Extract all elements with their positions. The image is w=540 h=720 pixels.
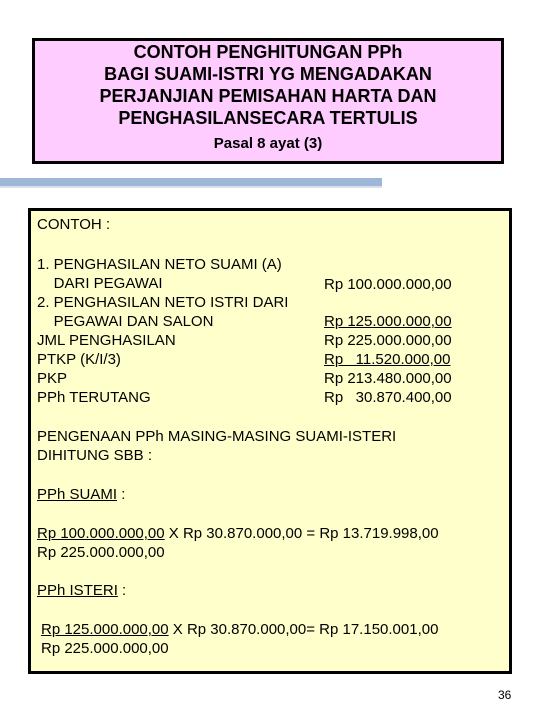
item-1-amount: Rp 100.000.000,00 — [324, 276, 452, 293]
summary-amount-pkp: Rp 213.480.000,00 — [324, 370, 452, 387]
suami-formula-row — [37, 524, 439, 543]
item-1-label-line-1: 1. PENGHASILAN NETO SUAMI (A) — [37, 256, 282, 273]
suami-heading-row — [37, 485, 125, 504]
item-2-label-line-1: 2. PENGHASILAN NETO ISTRI DARI — [37, 294, 289, 311]
isteri-numerator: Rp 125.000.000,00 — [41, 621, 169, 638]
isteri-heading-suffix: : — [117, 582, 127, 599]
summary-label-pkp: PKP — [37, 370, 68, 387]
suami-heading: PPh SUAMI — [37, 486, 118, 503]
suami-formula-rest: X Rp 30.870.000,00 = Rp 13.719.998,00 — [164, 525, 439, 542]
item-2-label-line-2: PEGAWAI DAN SALON — [37, 313, 214, 330]
summary-amount-jml: Rp 225.000.000,00 — [324, 332, 452, 349]
page-number: 36 — [498, 688, 512, 702]
isteri-formula-row — [41, 620, 438, 639]
item-2-amount: Rp 125.000.000,00 — [324, 313, 452, 330]
title-line-4: PENGHASILANSECARA TERTULIS — [118, 108, 418, 128]
title-line-1: CONTOH PENGHITUNGAN PPh — [133, 42, 403, 62]
summary-label-pph: PPh TERUTANG — [37, 389, 151, 406]
title-box — [32, 38, 504, 164]
title-line-2: BAGI SUAMI-ISTRI YG MENGADAKAN — [104, 64, 432, 84]
isteri-heading-row — [37, 581, 126, 600]
decorative-bar — [0, 178, 382, 186]
item-1-label-line-2: DARI PEGAWAI — [37, 275, 163, 292]
summary-label-jml: JML PENGHASILAN — [37, 332, 176, 349]
intro-line-2: DIHITUNG SBB : — [37, 447, 153, 464]
suami-numerator: Rp 100.000.000,00 — [37, 525, 165, 542]
summary-amount-ptkp: Rp 11.520.000,00 — [324, 351, 451, 368]
summary-label-ptkp: PTKP (K/I/3) — [37, 351, 121, 368]
content-heading: CONTOH : — [37, 216, 111, 233]
isteri-formula-rest: X Rp 30.870.000,00= Rp 17.150.001,00 — [168, 621, 439, 638]
suami-denominator: Rp 225.000.000,00 — [37, 544, 165, 561]
content-box — [28, 208, 512, 674]
intro-line-1: PENGENAAN PPh MASING-MASING SUAMI-ISTERI — [37, 428, 397, 445]
summary-amount-pph: Rp 30.870.400,00 — [324, 389, 452, 406]
suami-heading-suffix: : — [117, 486, 126, 503]
title-line-3: PERJANJIAN PEMISAHAN HARTA DAN — [99, 86, 437, 106]
decorative-bar-highlight — [0, 186, 382, 188]
isteri-heading: PPh ISTERI — [37, 582, 118, 599]
isteri-denominator: Rp 225.000.000,00 — [41, 640, 169, 657]
subtitle: Pasal 8 ayat (3) — [213, 135, 323, 152]
